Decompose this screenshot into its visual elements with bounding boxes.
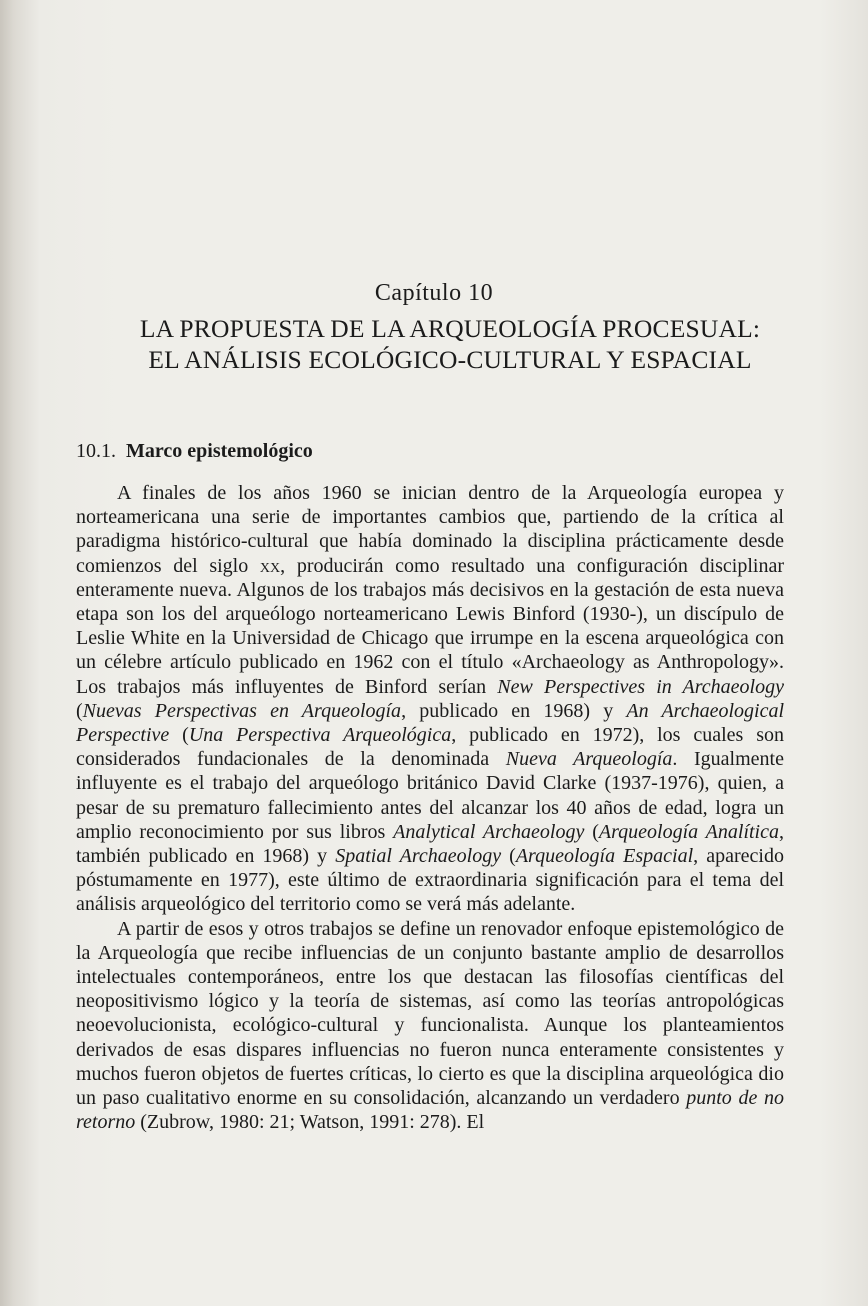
chapter-label: Capítulo 10 — [374, 280, 494, 306]
section-title: Marco epistemológico — [126, 440, 313, 462]
paragraph: A finales de los años 1960 se inician dentro de la Arqueología europea y norteamericana una serie de importantes cambios que, partiendo de la crítica al paradigma histórico-cultural que había dominado la disciplina prácticamente desde comienzos del siglo xx, producirán como resultado una configuración disciplinar enteramente nueva. Algunos de los trabajos más decisivos en la gestación de esta nueva etapa son los del arqueólogo norteamericano Lewis Binford (1930-), un discípulo de Leslie White en la Universidad de Chicago que irrumpe en la escena arqueológica con un célebre artículo publicado en 1962 con el título «Archaeology as Anthropology». Los trabajos más influyentes de Binford serían New Perspectives in Archaeology (Nuevas Perspectivas en Arqueología, publicado en 1968) y An Archaeological Perspective (Una Perspectiva Arqueológica, publicado en 1972), los cuales son considerados fundacionales de la denominada Nueva Arqueología. Igualmente influyente es el trabajo del arqueólogo británico David Clarke (1937-1976), quien, a pesar de su prematuro fallecimiento antes del alcanzar los 40 años de edad, logra un amplio reconocimiento por sus libros Analytical Archaeology (Arqueología Analítica, también publicado en 1968) y Spatial Archaeology (Arqueología Espacial, aparecido póstumamente en 1977), este último de extraordinaria significación para el tema del análisis arqueológico del territorio como se verá más adelante. — [76, 482, 785, 916]
paragraph: A partir de esos y otros trabajos se define un renovador enfoque epistemológico de la Arqueología que recibe influencias de un conjunto bastante amplio de desarrollos intelectuales contemporáneos, entre los que destacan las filosofías científicas del neopositivismo lógico y la teoría de sistemas, así como las teorías antropológicas neoevolucionista, ecológico-cultural y funcionalista. Aunque los planteamientos derivados de esas dispares influencias no fueron nunca enteramente consistentes y muchos fueron objetos de fuertes críticas, lo cierto es que la disciplina arqueológica dio un paso cualitativo enorme en su consolidación, alcanzando un verdadero punto de no retorno (Zubrow, 1980: 21; Watson, 1991: 278). El — [76, 917, 784, 1134]
chapter-title-line-1: LA PROPUESTA DE LA ARQUEOLOGÍA PROCESUAL: — [139, 314, 761, 343]
section-heading — [76, 440, 313, 463]
body-text — [76, 481, 784, 1134]
section-number: 10.1. — [76, 440, 116, 462]
chapter-title — [110, 313, 790, 375]
chapter-title-line-2: EL ANÁLISIS ECOLÓGICO-CULTURAL Y ESPACIAL — [148, 345, 752, 374]
